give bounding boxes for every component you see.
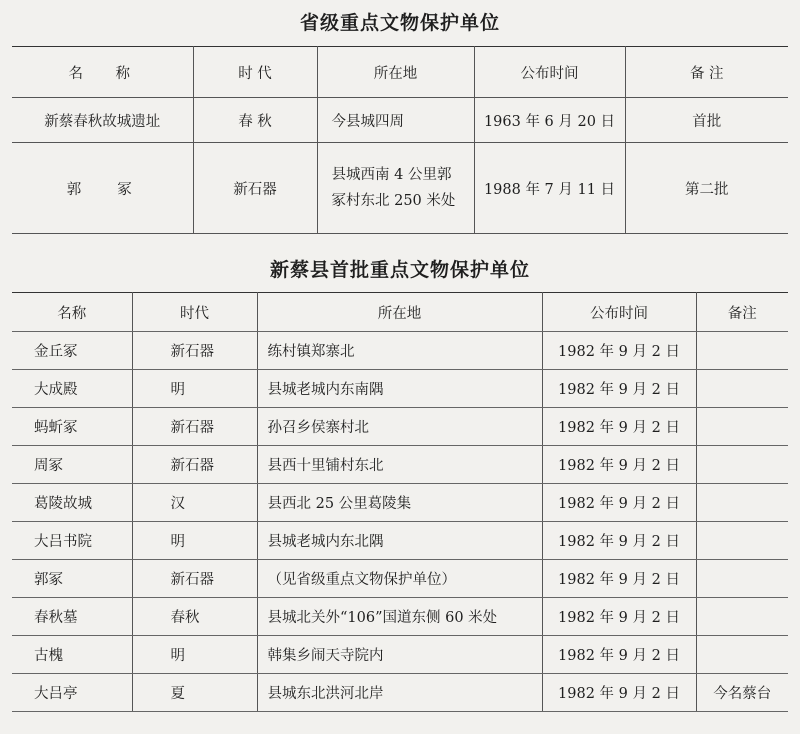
header-name: 名 称 <box>12 47 193 98</box>
cell-date: 1982 年 9 月 2 日 <box>542 446 696 484</box>
cell-name: 蚂蚚冢 <box>12 408 132 446</box>
table-row <box>12 446 788 484</box>
cell-location: （见省级重点文物保护单位） <box>257 560 542 598</box>
cell-location: 韩集乡闹天寺院内 <box>257 636 542 674</box>
county-relics-table <box>12 292 788 712</box>
cell-era: 夏 <box>132 674 257 712</box>
table-row <box>12 370 788 408</box>
cell-date: 1982 年 9 月 2 日 <box>542 408 696 446</box>
cell-date: 1982 年 9 月 2 日 <box>542 636 696 674</box>
cell-date: 1988 年 7 月 11 日 <box>474 143 625 234</box>
cell-era: 明 <box>132 522 257 560</box>
header-date: 公布时间 <box>542 293 696 332</box>
cell-location: 县城北关外“106”国道东侧 60 米处 <box>257 598 542 636</box>
table2-title: 新蔡县首批重点文物保护单位 <box>269 259 530 281</box>
cell-date: 1982 年 9 月 2 日 <box>542 560 696 598</box>
cell-note <box>696 598 788 636</box>
cell-date: 1963 年 6 月 20 日 <box>474 98 625 143</box>
cell-note <box>696 522 788 560</box>
cell-era: 春 秋 <box>193 98 317 143</box>
cell-location: 县城老城内东北隅 <box>257 522 542 560</box>
header-note: 备 注 <box>625 47 788 98</box>
cell-name: 大成殿 <box>12 370 132 408</box>
cell-note <box>696 408 788 446</box>
cell-location: 县城西南 4 公里郭冢村东北 250 米处 <box>317 143 474 234</box>
cell-location: 县城东北洪河北岸 <box>257 674 542 712</box>
cell-era: 新石器 <box>132 332 257 370</box>
cell-name: 春秋墓 <box>12 598 132 636</box>
cell-note <box>696 484 788 522</box>
cell-era: 新石器 <box>132 446 257 484</box>
table-row <box>12 408 788 446</box>
table-row <box>12 484 788 522</box>
cell-name: 大吕书院 <box>12 522 132 560</box>
cell-date: 1982 年 9 月 2 日 <box>542 522 696 560</box>
cell-era: 明 <box>132 370 257 408</box>
cell-location: 县城老城内东南隅 <box>257 370 542 408</box>
cell-name: 葛陵故城 <box>12 484 132 522</box>
cell-name: 周冢 <box>12 446 132 484</box>
table-row <box>12 636 788 674</box>
table-header-row <box>12 293 788 332</box>
cell-date: 1982 年 9 月 2 日 <box>542 332 696 370</box>
cell-name: 郭冢 <box>12 143 193 234</box>
table-row <box>12 98 788 143</box>
cell-location: 今县城四周 <box>317 98 474 143</box>
cell-note: 首批 <box>625 98 788 143</box>
cell-era: 汉 <box>132 484 257 522</box>
table-row <box>12 598 788 636</box>
cell-location: 县西十里铺村东北 <box>257 446 542 484</box>
header-era: 时 代 <box>193 47 317 98</box>
cell-note <box>696 332 788 370</box>
cell-date: 1982 年 9 月 2 日 <box>542 674 696 712</box>
table-row <box>12 143 788 234</box>
cell-name: 郭冢 <box>12 560 132 598</box>
cell-note <box>696 636 788 674</box>
table-row <box>12 522 788 560</box>
table-row <box>12 332 788 370</box>
cell-location: 孙召乡侯寨村北 <box>257 408 542 446</box>
cell-name: 新蔡春秋故城遗址 <box>12 98 193 143</box>
cell-name: 大吕亭 <box>12 674 132 712</box>
cell-date: 1982 年 9 月 2 日 <box>542 598 696 636</box>
header-note: 备注 <box>696 293 788 332</box>
table-row <box>12 560 788 598</box>
cell-note <box>696 446 788 484</box>
cell-name: 金丘冢 <box>12 332 132 370</box>
table-header-row <box>12 47 788 98</box>
cell-note: 第二批 <box>625 143 788 234</box>
cell-date: 1982 年 9 月 2 日 <box>542 484 696 522</box>
cell-era: 新石器 <box>132 560 257 598</box>
cell-era: 新石器 <box>132 408 257 446</box>
cell-era: 新石器 <box>193 143 317 234</box>
header-name: 名称 <box>12 293 132 332</box>
cell-era: 春秋 <box>132 598 257 636</box>
cell-name: 古槐 <box>12 636 132 674</box>
provincial-relics-table <box>12 46 788 234</box>
header-location: 所在地 <box>317 47 474 98</box>
cell-era: 明 <box>132 636 257 674</box>
cell-location: 练村镇郑寨北 <box>257 332 542 370</box>
header-era: 时代 <box>132 293 257 332</box>
header-location: 所在地 <box>257 293 542 332</box>
cell-note <box>696 560 788 598</box>
cell-location: 县西北 25 公里葛陵集 <box>257 484 542 522</box>
table1-title: 省级重点文物保护单位 <box>299 12 500 34</box>
cell-note: 今名蔡台 <box>696 674 788 712</box>
cell-date: 1982 年 9 月 2 日 <box>542 370 696 408</box>
table-row <box>12 674 788 712</box>
cell-note <box>696 370 788 408</box>
header-date: 公布时间 <box>474 47 625 98</box>
